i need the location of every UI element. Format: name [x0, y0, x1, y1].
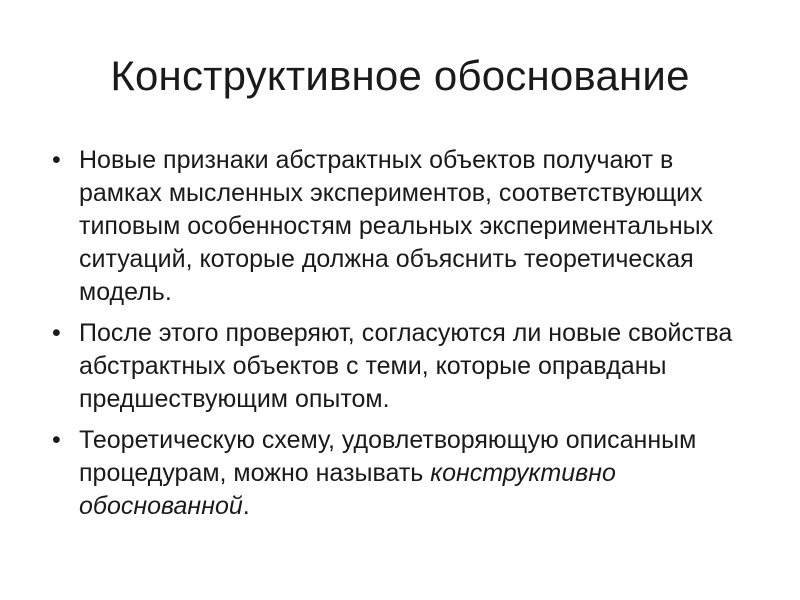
bullet-dot: • [52, 319, 61, 347]
bullet-dot: • [52, 426, 61, 454]
bullet-text: Новые признаки абстрактных объектов получают в рамках мысленных экспериментов, соответствующих типовым особенностям реальных экспериментальных ситуаций, которые должна объяснить теоретическая модель. [79, 146, 714, 306]
list-item [52, 144, 762, 309]
list-item [52, 317, 762, 416]
bullet-text: После этого проверяют, согласуются ли новые свойства абстрактных объектов с теми, которые оправданы предшествующим опытом. [79, 319, 733, 413]
bullet-list [52, 144, 762, 531]
list-item [52, 424, 762, 523]
slide-title: Конструктивное обоснование [110, 52, 690, 99]
bullet-text: Теоретическую схему, удовлетворяющую описанным процедурам, можно называть [79, 426, 697, 487]
bullet-dot: • [52, 146, 61, 174]
bullet-suffix: . [242, 492, 250, 520]
bullet-emphasis: конструктивно обоснованной [79, 459, 616, 520]
